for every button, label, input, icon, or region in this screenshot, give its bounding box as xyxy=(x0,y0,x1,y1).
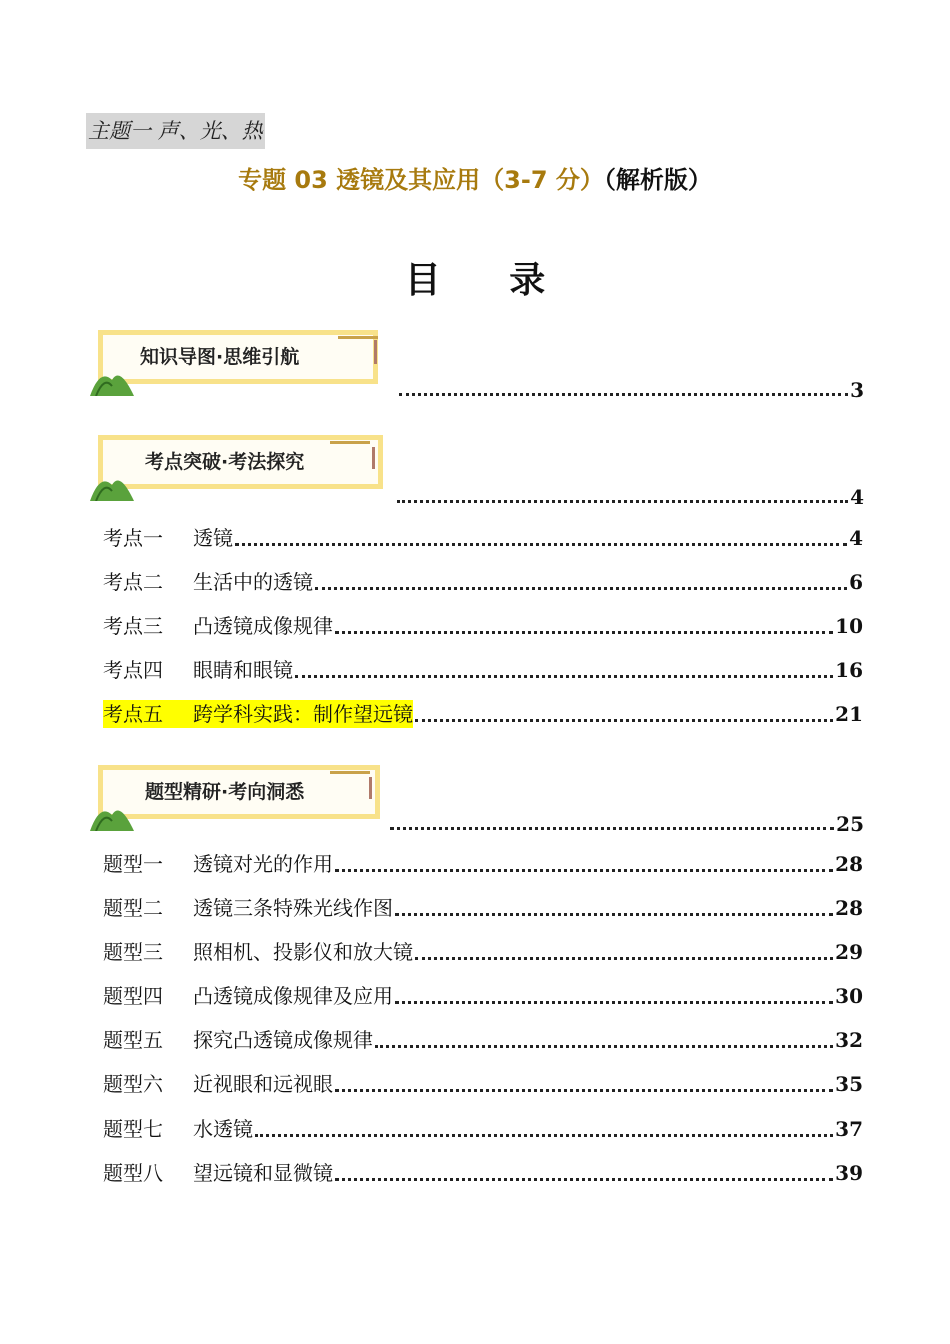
toc-row-tixing-2[interactable] xyxy=(103,890,863,922)
toc-label xyxy=(103,568,313,596)
section-row-kaodian[interactable] xyxy=(397,477,864,509)
leader-dots xyxy=(335,869,833,872)
toc-label xyxy=(103,1115,253,1143)
toc-label xyxy=(103,524,233,552)
toc-row-tixing-7[interactable] xyxy=(103,1111,863,1143)
toc-title: 凸透镜成像规律及应用 xyxy=(193,984,393,1008)
hill-icon xyxy=(90,801,140,831)
leader-dots xyxy=(399,393,848,396)
toc-title: 望远镜和显微镜 xyxy=(193,1161,333,1185)
toc-title: 眼睛和眼镜 xyxy=(193,658,293,682)
page-number: 37 xyxy=(835,1117,863,1141)
page-number: 35 xyxy=(835,1072,863,1096)
page-number: 4 xyxy=(849,526,863,550)
leader-dots xyxy=(335,1178,833,1181)
leader-dots xyxy=(395,1001,833,1004)
page-number: 30 xyxy=(835,984,863,1008)
toc-label xyxy=(103,612,333,640)
section-row-tixing[interactable] xyxy=(390,804,864,836)
toc-number: 考点四 xyxy=(103,658,163,682)
page-number: 3 xyxy=(850,378,864,402)
toc-row-tixing-4[interactable] xyxy=(103,978,863,1010)
leader-dots xyxy=(390,827,834,830)
toc-number: 考点五 xyxy=(103,702,163,726)
page-number: 29 xyxy=(835,940,863,964)
page-number: 21 xyxy=(835,702,863,726)
toc-number: 题型三 xyxy=(103,940,163,964)
toc-title: 水透镜 xyxy=(193,1117,253,1141)
banner-accent xyxy=(330,771,370,774)
toc-row-kaodian-5[interactable] xyxy=(103,696,863,728)
section-banner-tixing xyxy=(90,765,390,835)
toc-row-tixing-3[interactable] xyxy=(103,934,863,966)
banner-accent xyxy=(372,447,375,469)
leader-dots xyxy=(415,957,833,960)
toc-title: 凸透镜成像规律 xyxy=(193,614,333,638)
toc-number: 题型四 xyxy=(103,984,163,1008)
banner-accent xyxy=(338,336,378,339)
section-banner-mindmap xyxy=(90,330,390,400)
leader-dots xyxy=(235,543,847,546)
leader-dots xyxy=(335,1089,833,1092)
toc-title: 透镜三条特殊光线作图 xyxy=(193,896,393,920)
page-number: 10 xyxy=(835,614,863,638)
page-number: 16 xyxy=(835,658,863,682)
leader-dots xyxy=(335,631,833,634)
leader-dots xyxy=(415,719,833,722)
leader-dots xyxy=(395,913,833,916)
toc-row-kaodian-1[interactable] xyxy=(103,520,863,552)
toc-label xyxy=(103,1159,333,1187)
toc-row-tixing-1[interactable] xyxy=(103,846,863,878)
toc-title: 跨学科实践：制作望远镜 xyxy=(193,702,413,726)
toc-number: 题型六 xyxy=(103,1072,163,1096)
toc-title: 透镜 xyxy=(193,526,233,550)
document-title-main: 专题 03 透镜及其应用（3-7 分） xyxy=(238,166,604,194)
page-number: 28 xyxy=(835,896,863,920)
section-row-mindmap[interactable] xyxy=(399,370,864,402)
banner-accent xyxy=(369,777,372,799)
leader-dots xyxy=(255,1134,833,1137)
leader-dots xyxy=(315,587,847,590)
toc-row-tixing-5[interactable] xyxy=(103,1022,863,1054)
banner-label: 知识导图·思维引航 xyxy=(140,346,300,368)
toc-title: 照相机、投影仪和放大镜 xyxy=(193,940,413,964)
section-banner-kaodian xyxy=(90,435,390,505)
page-number: 6 xyxy=(849,570,863,594)
toc-title: 透镜对光的作用 xyxy=(193,852,333,876)
leader-dots xyxy=(375,1045,833,1048)
banner-accent xyxy=(330,441,370,444)
toc-number: 题型八 xyxy=(103,1161,163,1185)
toc-row-kaodian-4[interactable] xyxy=(103,652,863,684)
toc-title: 生活中的透镜 xyxy=(193,570,313,594)
toc-title: 近视眼和远视眼 xyxy=(193,1072,333,1096)
toc-number: 考点二 xyxy=(103,570,163,594)
banner-label: 题型精研·考向洞悉 xyxy=(145,781,305,803)
toc-number: 考点一 xyxy=(103,526,163,550)
toc-number: 题型一 xyxy=(103,852,163,876)
leader-dots xyxy=(397,500,848,503)
banner-accent xyxy=(374,340,377,364)
toc-label xyxy=(103,1026,373,1054)
page-number: 39 xyxy=(835,1161,863,1185)
toc-row-kaodian-2[interactable] xyxy=(103,564,863,596)
toc-row-tixing-6[interactable] xyxy=(103,1066,863,1098)
page-number: 32 xyxy=(835,1028,863,1052)
banner-label: 考点突破·考法探究 xyxy=(145,451,305,473)
toc-label xyxy=(103,850,333,878)
toc-label xyxy=(103,656,293,684)
document-title xyxy=(0,160,950,200)
toc-heading: 目 录 xyxy=(404,259,574,301)
toc-label xyxy=(103,894,393,922)
toc-label-highlighted xyxy=(103,700,413,728)
toc-number: 题型五 xyxy=(103,1028,163,1052)
theme-tag: 主题一 声、光、热 xyxy=(86,113,265,149)
document-title-suffix: （解析版） xyxy=(603,166,712,194)
toc-title: 探究凸透镜成像规律 xyxy=(193,1028,373,1052)
toc-label xyxy=(103,938,413,966)
toc-number: 题型七 xyxy=(103,1117,163,1141)
toc-row-tixing-8[interactable] xyxy=(103,1155,863,1187)
leader-dots xyxy=(295,675,833,678)
hill-icon xyxy=(90,366,140,396)
toc-label xyxy=(103,982,393,1010)
page-number: 25 xyxy=(836,812,864,836)
hill-icon xyxy=(90,471,140,501)
toc-label xyxy=(103,1070,333,1098)
toc-number: 考点三 xyxy=(103,614,163,638)
page-number: 28 xyxy=(835,852,863,876)
toc-number: 题型二 xyxy=(103,896,163,920)
page-number: 4 xyxy=(850,485,864,509)
toc-row-kaodian-3[interactable] xyxy=(103,608,863,640)
